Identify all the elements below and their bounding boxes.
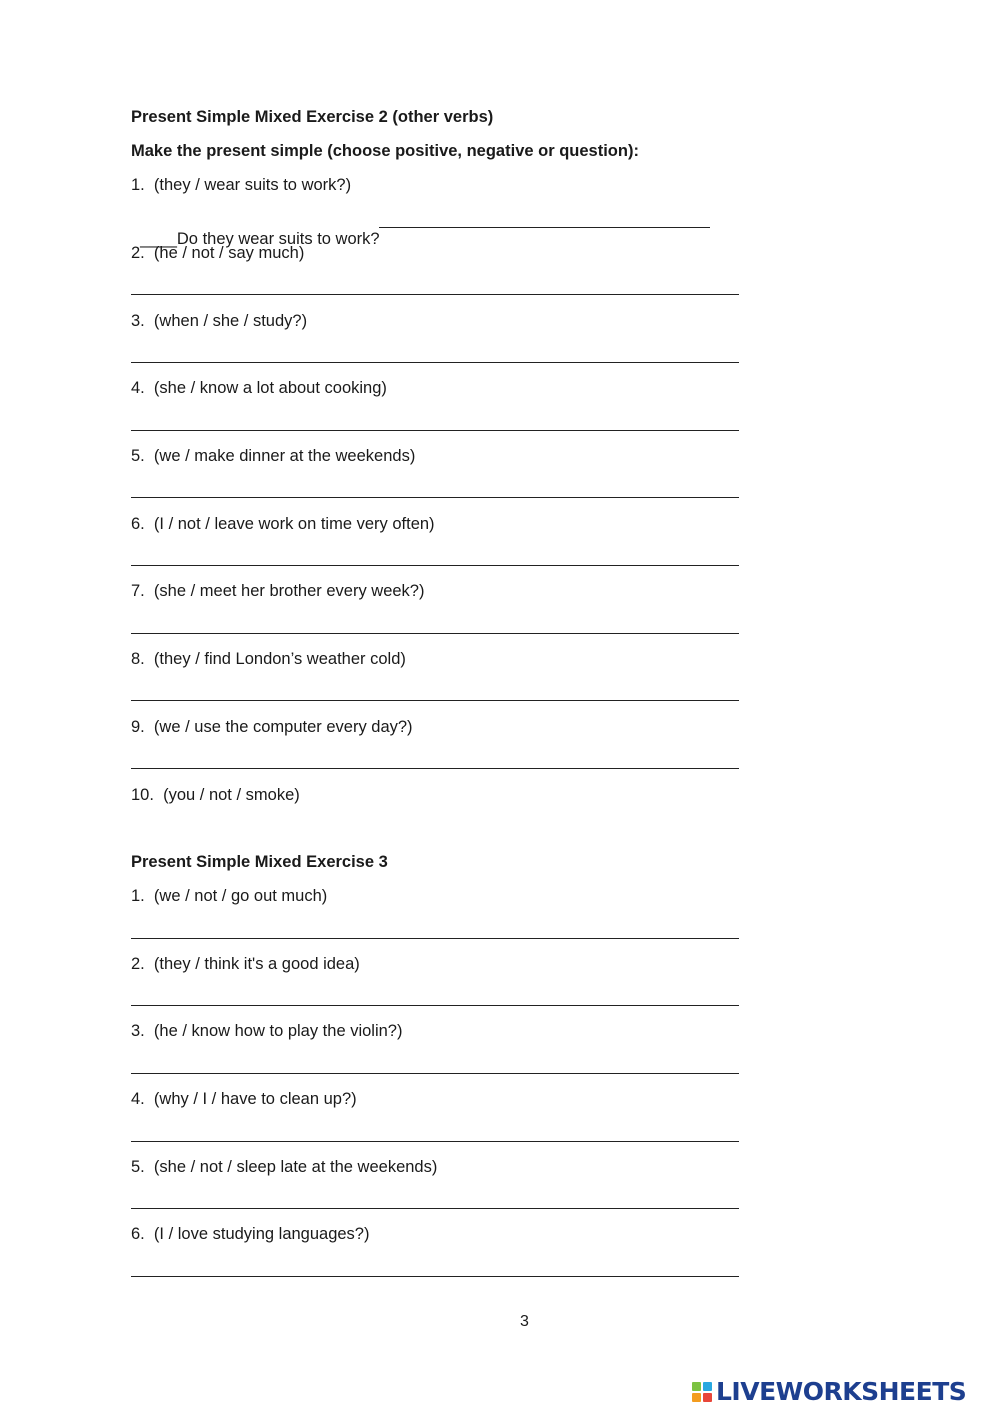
exercise3-title: Present Simple Mixed Exercise 3 bbox=[131, 853, 388, 871]
example-answer-underline bbox=[379, 227, 710, 228]
answer-line[interactable] bbox=[131, 497, 739, 498]
exercise2-item-6: 6. (I / not / leave work on time very often) bbox=[131, 515, 435, 533]
answer-line[interactable] bbox=[131, 1276, 739, 1277]
exercise3-item-3: 3. (he / know how to play the violin?) bbox=[131, 1022, 403, 1040]
exercise2-title: Present Simple Mixed Exercise 2 (other verbs) bbox=[131, 108, 494, 126]
liveworksheets-wordmark: LIVEWORKSHEETS bbox=[716, 1377, 967, 1406]
answer-line[interactable] bbox=[131, 565, 739, 566]
answer-line[interactable] bbox=[131, 1005, 739, 1006]
exercise2-item-5: 5. (we / make dinner at the weekends) bbox=[131, 447, 416, 465]
logo-square-red bbox=[703, 1393, 712, 1402]
exercise2-item-2: 2. (he / not / say much) bbox=[131, 244, 305, 262]
exercise2-item-3: 3. (when / she / study?) bbox=[131, 312, 308, 330]
page-number: 3 bbox=[520, 1313, 529, 1330]
liveworksheets-logo-icon bbox=[692, 1382, 712, 1402]
exercise2-item-7: 7. (she / meet her brother every week?) bbox=[131, 582, 425, 600]
exercise3-item-6: 6. (I / love studying languages?) bbox=[131, 1225, 370, 1243]
exercise2-instruction: Make the present simple (choose positive, negative or question): bbox=[131, 142, 639, 160]
answer-line[interactable] bbox=[131, 633, 739, 634]
exercise3-item-1: 1. (we / not / go out much) bbox=[131, 887, 328, 905]
example-answer: Do they wear suits to work? bbox=[176, 230, 380, 248]
answer-line[interactable] bbox=[131, 430, 739, 431]
answer-line[interactable] bbox=[131, 362, 739, 363]
exercise2-item-10: 10. (you / not / smoke) bbox=[131, 786, 300, 804]
exercise2-item-4: 4. (she / know a lot about cooking) bbox=[131, 379, 387, 397]
exercise2-item-8: 8. (they / find London’s weather cold) bbox=[131, 650, 406, 668]
exercise3-item-2: 2. (they / think it's a good idea) bbox=[131, 955, 360, 973]
answer-line[interactable] bbox=[131, 700, 739, 701]
exercise3-item-4: 4. (why / I / have to clean up?) bbox=[131, 1090, 357, 1108]
example-prefix-blank: ____ bbox=[140, 230, 177, 248]
exercise3-item-5: 5. (she / not / sleep late at the weekends) bbox=[131, 1158, 438, 1176]
logo-square-green bbox=[692, 1382, 701, 1391]
exercise2-item-1: 1. (they / wear suits to work?) bbox=[131, 176, 352, 194]
logo-square-blue bbox=[703, 1382, 712, 1391]
answer-line[interactable] bbox=[131, 768, 739, 769]
logo-square-orange bbox=[692, 1393, 701, 1402]
liveworksheets-brand bbox=[692, 1374, 966, 1410]
exercise2-item-9: 9. (we / use the computer every day?) bbox=[131, 718, 413, 736]
answer-line[interactable] bbox=[131, 938, 739, 939]
answer-line[interactable] bbox=[131, 1073, 739, 1074]
answer-line[interactable] bbox=[131, 294, 739, 295]
answer-line[interactable] bbox=[131, 1141, 739, 1142]
answer-line[interactable] bbox=[131, 1208, 739, 1209]
